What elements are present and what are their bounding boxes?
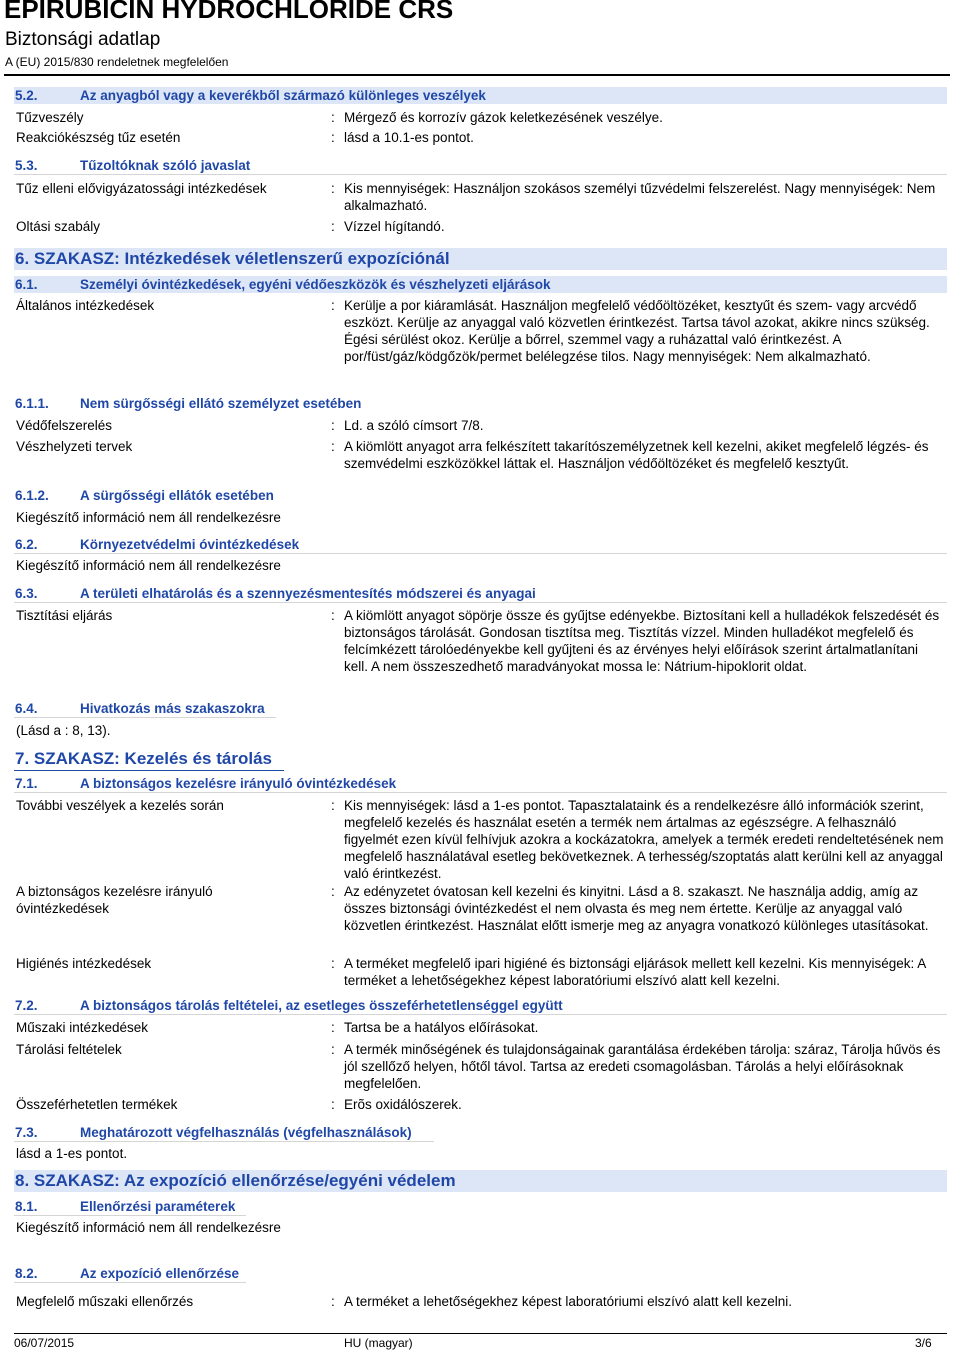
subsection-8-1-title: Ellenőrzési paraméterek (80, 1199, 236, 1214)
section-divider (14, 770, 284, 771)
subsection-6-1-1-title: Nem sürgősségi ellátó személyzet esetében (80, 396, 362, 411)
field-label: A biztonságos kezelésre irányuló óvintézkedések (16, 884, 213, 916)
footer-page-number: 3/6 (915, 1336, 932, 1350)
subsection-7-2-title: A biztonságos tárolás feltételei, az esetleges összeférhetetlenséggel együtt (80, 998, 563, 1013)
field-value: Vízzel hígítandó. (344, 219, 445, 234)
subsection-5-3-number: 5.3. (15, 158, 38, 173)
subsection-6-1-1-number: 6.1.1. (15, 396, 49, 411)
field-label: Védőfelszerelés (16, 418, 113, 433)
field-value: Ld. a szóló címsort 7/8. (344, 418, 484, 433)
subsection-8-2-number: 8.2. (15, 1266, 38, 1281)
field-label: Tűzveszély (16, 110, 84, 125)
field-colon: : (331, 181, 335, 196)
document-subtitle: Biztonsági adatlap (5, 29, 161, 50)
field-colon: : (331, 1020, 335, 1035)
subsection-6-1-2-title: A sürgősségi ellátók esetében (80, 488, 274, 503)
field-colon: : (331, 1042, 335, 1057)
regulation-line: A (EU) 2015/830 rendeletnek megfelelően (5, 55, 229, 69)
footer-divider (14, 1333, 947, 1334)
field-colon: : (331, 130, 335, 145)
subsection-6-1-header (14, 276, 947, 293)
subsection-5-2-header (14, 87, 947, 104)
subsection-divider (14, 1215, 246, 1216)
header-divider (4, 74, 950, 76)
field-colon: : (331, 110, 335, 125)
subsection-6-3-number: 6.3. (15, 586, 38, 601)
field-label: Tárolási feltételek (16, 1042, 122, 1057)
field-value: A terméket megfelelő ipari higiéné és biztonsági eljárások mellett kell kezelni. Kis mennyiségek: A terméket a lehetőségekhez képest laboratóriumi elszívó alatt kell kezelni. (344, 956, 926, 988)
subsection-divider (14, 174, 947, 175)
subsection-title: Személyi óvintézkedések, egyéni védőeszközök és vészhelyzeti eljárások (80, 277, 551, 292)
field-value: Kis mennyiségek: Használjon szokásos személyi tűzvédelmi felszerelést. Nagy mennyiségek: Nem alkalmazható. (344, 181, 936, 213)
field-label: További veszélyek a kezelés során (16, 798, 224, 813)
subsection-divider (14, 1141, 434, 1142)
footer-date: 06/07/2015 (14, 1336, 75, 1350)
field-value: Erõs oxidálószerek. (344, 1097, 462, 1112)
info-text: Kiegészítő információ nem áll rendelkezésre (16, 510, 281, 525)
section-title: 6. SZAKASZ: Intézkedések véletlenszerű expozíciónál (15, 249, 450, 268)
info-text: (Lásd a : 8, 13). (16, 723, 111, 738)
field-colon: : (331, 418, 335, 433)
field-value: Az edényzetet óvatosan kell kezelni és kinyitni. Lásd a 8. szakaszt. Ne használja addig, amíg az összes biztonsági óvintézkedést el nem olvasta és meg nem értette. Kerülje az anyaggal való közvetlen érintkezést. Használat előtt ismerje meg az anyagra vonatkozó különleges utasításokat. (344, 884, 929, 933)
section-7-header (14, 748, 947, 770)
field-colon: : (331, 956, 335, 971)
section-6-header (14, 248, 947, 270)
section-title: 7. SZAKASZ: Kezelés és tárolás (15, 749, 272, 768)
field-label: Tűz elleni elővigyázatossági intézkedések (16, 181, 267, 196)
info-text: Kiegészítő információ nem áll rendelkezésre (16, 558, 281, 573)
field-label: Vészhelyzeti tervek (16, 439, 133, 454)
field-label: Műszaki intézkedések (16, 1020, 149, 1035)
subsection-number: 6.1. (15, 277, 38, 292)
subsection-7-2-number: 7.2. (15, 998, 38, 1013)
field-label: Reakciókészség tűz esetén (16, 130, 181, 145)
subsection-divider (14, 717, 276, 718)
field-value: lásd a 10.1-es pontot. (344, 130, 474, 145)
field-label: Tisztítási eljárás (16, 608, 113, 623)
subsection-6-4-number: 6.4. (15, 701, 38, 716)
subsection-8-2-title: Az expozíció ellenőrzése (80, 1266, 240, 1281)
info-text: Kiegészítő információ nem áll rendelkezésre (16, 1220, 281, 1235)
subsection-8-1-number: 8.1. (15, 1199, 38, 1214)
subsection-number: 5.2. (15, 88, 38, 103)
subsection-title: Az anyagból vagy a keverékből származó különleges veszélyek (80, 88, 486, 103)
subsection-divider (14, 1282, 246, 1283)
subsection-6-1-2-number: 6.1.2. (15, 488, 49, 503)
field-colon: : (331, 439, 335, 454)
subsection-divider (14, 553, 947, 554)
field-label: Higiénés intézkedések (16, 956, 152, 971)
subsection-6-2-number: 6.2. (15, 537, 38, 552)
subsection-6-2-title: Környezetvédelmi óvintézkedések (80, 537, 300, 552)
subsection-5-3-title: Tűzoltóknak szóló javaslat (80, 158, 251, 173)
field-value: Mérgező és korrozív gázok keletkezésének veszélye. (344, 110, 663, 125)
subsection-6-3-title: A területi elhatárolás és a szennyezésmentesítés módszerei és anyagai (80, 586, 536, 601)
subsection-6-4-title: Hivatkozás más szakaszokra (80, 701, 265, 716)
field-colon: : (331, 1294, 335, 1309)
field-label: Megfelelő műszaki ellenőrzés (16, 1294, 194, 1309)
field-value: Kis mennyiségek: lásd a 1-es pontot. Tapasztalataink és a rendelkezésre álló információk szerint, megfelelő kezelés és használat esetén a termék nem ártalmas az egészségre. A felhasználó figyelmét ezen kívül felhívjuk azokra a kockázatokra, amelyek a termék eredeti rendeltetésének nem megfelelő használatával esetleg bekövetkeznek. A terhesség/szoptatás alatt kerülni kell az anyaggal való érintkezést. (344, 798, 944, 881)
subsection-divider (14, 792, 947, 793)
info-text: lásd a 1-es pontot. (16, 1146, 128, 1161)
subsection-7-3-title: Meghatározott végfelhasználás (végfelhasználások) (80, 1125, 412, 1140)
field-colon: : (331, 608, 335, 623)
field-colon: : (331, 884, 335, 899)
field-colon: : (331, 219, 335, 234)
field-value: A terméket a lehetőségekhez képest laboratóriumi elszívó alatt kell kezelni. (344, 1294, 792, 1309)
field-value: A termék minőségének és tulajdonságainak garantálása érdekében tárolja: száraz, Tárolja hűvös és jól szellőző helyen, hőtől távol. Tartsa az eredeti csomagolásban. Tárolás a helyi előírásoknak megfelelően. (344, 1042, 941, 1091)
subsection-divider (14, 602, 947, 603)
field-colon: : (331, 798, 335, 813)
subsection-divider (14, 1014, 947, 1015)
field-colon: : (331, 1097, 335, 1112)
section-title: 8. SZAKASZ: Az expozíció ellenőrzése/egyéni védelem (15, 1171, 456, 1190)
document-title: EPIRUBICIN HYDROCHLORIDE CRS (4, 0, 454, 24)
field-value: A kiömlött anyagot söpörje össze és gyűjtse edényekbe. Biztosítani kell a hulladékok felszedését és biztonságos tárolását. Gondosan tisztítsa meg. Tisztítás vízzel. Minden hulladékot megfelelő és felcímkézett tárolóedényekbe kell gyűjteni és az érvényes helyi előírások szerint ártalmatlanítani kell. A nem összeszedhető maradványokat mossa le: Nátrium-hipoklorit oldat. (344, 608, 940, 674)
field-value: Kerülje a por kiáramlását. Használjon megfelelő védőöltözéket, kesztyűt és szem- vagy arcvédő eszközt. Kerülje az anyaggal való közvetlen érintkezést. Tartsa távol azokat, akikre nincs szükség. Égési sérülést okoz. Kerülje a bőrrel, szemmel vagy a ruházattal való érintkezést. A por/füst/gáz/ködgőzök/permet belélegzése tilos. Nagy mennyiségek: Nem alkalmazható. (344, 298, 930, 364)
field-label: Oltási szabály (16, 219, 101, 234)
subsection-7-3-number: 7.3. (15, 1125, 38, 1140)
subsection-7-1-title: A biztonságos kezelésre irányuló óvintézkedések (80, 776, 397, 791)
field-label: Általános intézkedések (16, 298, 155, 313)
field-label: Összeférhetetlen termékek (16, 1097, 178, 1112)
field-value: A kiömlött anyagot arra felkészített takarítószemélyzetnek kell kezelni, akiket megfelelő légzés- és szemvédelmi eszközökkel láttak el. Használjon védőöltözéket és megfelelő kesztyűt. (344, 439, 929, 471)
field-colon: : (331, 298, 335, 313)
subsection-7-1-number: 7.1. (15, 776, 38, 791)
footer-language: HU (magyar) (344, 1336, 413, 1350)
section-8-header (14, 1170, 947, 1192)
field-value: Tartsa be a hatályos előírásokat. (344, 1020, 539, 1035)
